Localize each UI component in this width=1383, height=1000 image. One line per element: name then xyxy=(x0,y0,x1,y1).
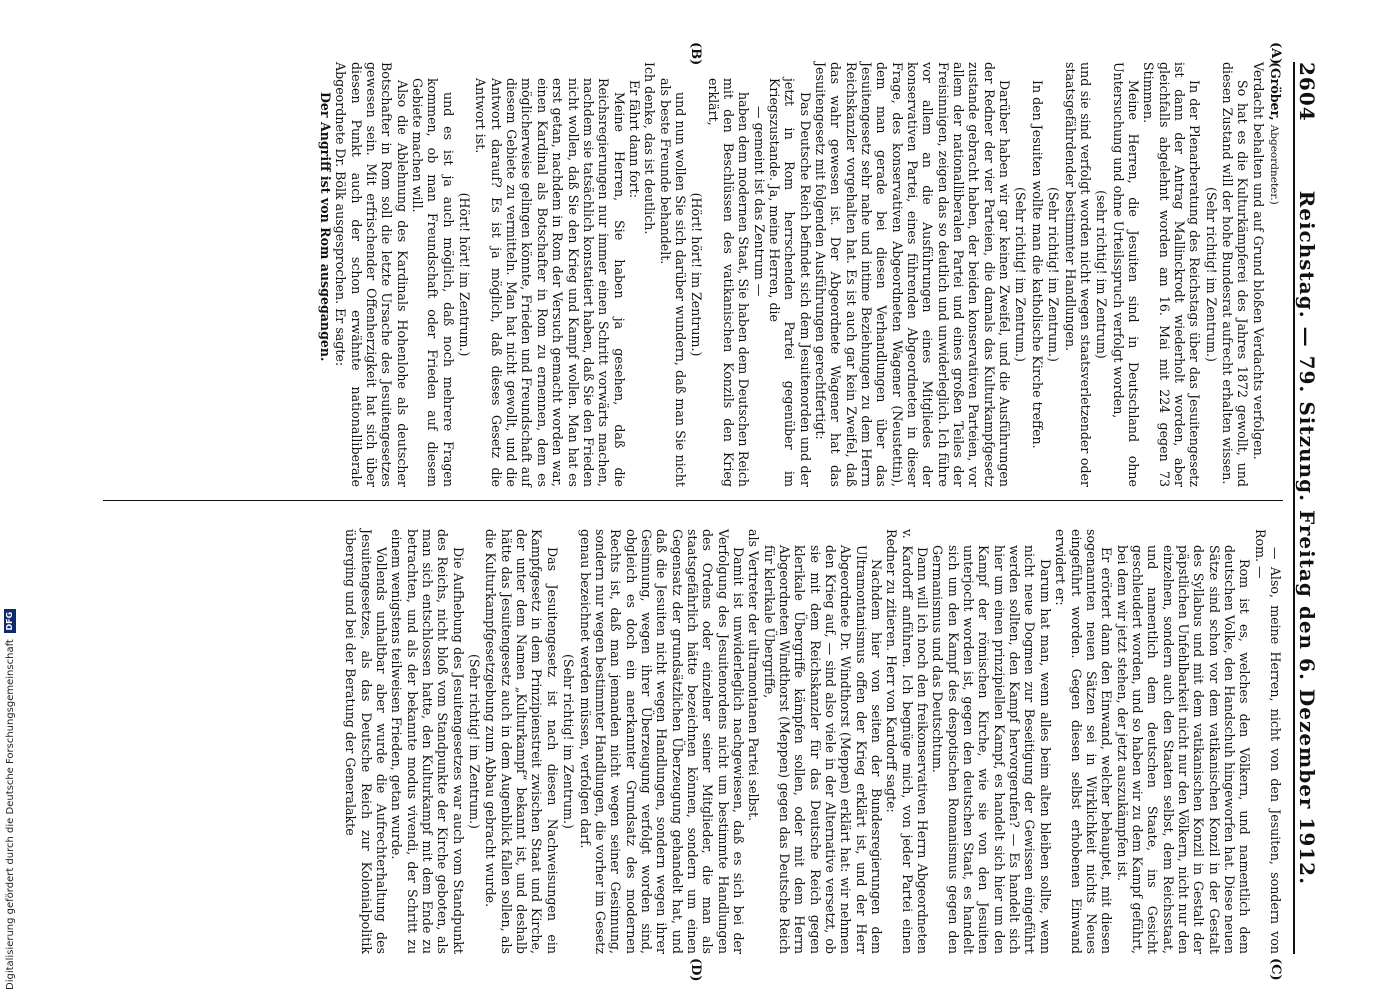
quote: Meine Herren, Sie haben ja gesehen, daß die Reichsregierungen nur immer einen Schritt vorwärts machen, nachdem sie tatsächlich konstatiert haben, daß Sie den Frieden nicht wollen, daß Sie den Krieg und Kampf wollen. Man hat es erst getan, nachdem in Rom der Versuch gemacht worden war, einen Kardinal als Botschafter in Rom zu ernennen, dem es möglicherweise gelingen könnte, Frieden und Freundschaft auf diesem Gebiete zu vermitteln. Man hat nicht gewollt, und die Antwort darauf? Es ist ja möglich, daß dieses Gesetz die Antwort ist. xyxy=(473,78,627,488)
interjection: (Hört! hört! im Zentrum.) xyxy=(457,192,473,357)
dfg-logo: DFG xyxy=(4,609,16,633)
paragraph: In der Plenarberatung des Reichstags über das Jesuitengesetz ist dann der Antrag Mallinckrodt wiederholt worden, aber gleichfalls abgelehnt worden am 16. Mai mit 224 gegen 73 Stimmen. xyxy=(1141,62,1203,487)
column-divider xyxy=(103,500,1283,501)
paragraph: — Also, meine Herren, nicht von den Jesuiten, sondern von Rom. — xyxy=(1252,529,1283,954)
speaker-line xyxy=(1266,62,1283,487)
quote: Rom ist es, welches den Völkern, und namentlich dem deutschen Volke, den Handschuh hingeworfen hat. Diese neuen Sätze sind schon vor dem vatikanischen Konzil in der Gestalt des Syllabus und mit dem vatikanischen Konzil in Gestalt der päpstlichen Unfehlbarkeit nicht nur den Völkern, nicht nur den einzelnen, sondern auch den Staaten selbst, dem Reichsstaat, und namentlich dem deutschen Staate, ins Gesicht geschleudert worden, und so haben wir zu dem Kampf geführt, bei dem wir jetzt stehen, der jetzt auszukämpfen ist. xyxy=(1114,545,1253,954)
paragraph: Meine Herren, die Jesuiten sind in Deutschland ohne Untersuchung und ohne Urteilsspruch verfolgt worden, xyxy=(1110,62,1141,487)
paragraph: und sie sind verfolgt worden nicht wegen staatsverletzender oder staatsgefährdender bestimmter Handlungen. xyxy=(1062,62,1093,487)
quote: und nun wollen Sie sich darüber wundern, daß man Sie nicht als beste Freunde behandelt. xyxy=(657,78,688,487)
paragraph: Darüber haben wir gar keinen Zweifel, und die Ausführungen der Redner der vier Parteien, die damals das Kulturkampfgesetz zustande gebracht haben, der beiden konservativen Parteien, vor allem der nationalliberalen Partei und eines großen Teiles der Freisinnigen, zeigen das so deutlich und unwiderleglich. Ich führe vor allem an die Ausführungen eines Mitgliedes der konservativen Partei, eines führenden Abgeordneten in dieser Frage, des konservativen Abgeordneten Wagener (Neustettin), dem man gerade bei diesen Verhandlungen über das Jesuitengesetz sehr nahe und intime Beziehungen zu dem Herrn Reichskanzler vorgehalten hat. Es ist auch gar kein Zweifel, daß das wahr gewesen ist. Der Abgeordnete Wagener hat das Jesuitengesetz mit folgenden Ausführungen gerechtfertigt: xyxy=(813,62,1013,487)
paragraph: Damit ist unwiderleglich nachgewiesen, daß es sich bei der Verfolgung des Jesuitenordens nicht um bestimmte Handlungen des Ordens oder einzelner seiner Mitglieder, die man als staatsgefährlich hätte bezeichnen können, sondern um einen Gegensatz der grundsätzlichen Überzeugung gehandelt hat, und daß die Jesuiten nicht wegen Handlungen, sondern wegen ihrer Gesinnung, wegen ihrer Überzeugung verfolgt worden sind, obgleich es doch ein anerkannter Grundsatz des modernen Rechts ist, daß man jemanden nicht wegen seiner Gesinnung, sondern nur wegen bestimmter Handlungen, die vorher im Gesetz genau bezeichnet werden müssen, verfolgen darf. xyxy=(577,529,746,954)
speaker-note: Abgeordneter.) xyxy=(1268,124,1280,205)
quote: und es ist ja auch möglich, daß noch mehrere Fragen kommen, ob man Freundschaft oder Frieden auf diesem Gebiete machen will. xyxy=(410,78,456,487)
quote: Der Angriff ist von Rom ausgegangen. xyxy=(318,92,334,362)
interjection: (Sehr richtig! im Zentrum.) xyxy=(1203,187,1219,362)
paragraph: Er fährt dann fort: xyxy=(626,80,642,198)
paragraph: Verdacht behalten und auf Grund bloßen Verdachts verfolgen. xyxy=(1250,62,1266,460)
quote-aside: — gemeint ist das Zentrum — xyxy=(751,106,767,297)
quote: haben dem modernen Staat, Sie haben dem Deutschen Reich mit den Beschlüssen des vatikanischen Konzils den Krieg erklärt, xyxy=(705,78,752,487)
paragraph: Das Jesuitengesetz ist nach diesen Nachweisungen ein Kampfgesetz in dem Prinzipienstreit zwischen Staat und Kirche, der unter dem Namen „Kulturkampf“ bekannt ist, und deshalb hätte das Jesuitengesetz auch in dem Augenblick fallen sollen, als die Kulturkampfgesetzgebung zum Abbau gebracht wurde. xyxy=(483,529,560,954)
interjection: (Sehr richtig! im Zentrum.) xyxy=(561,654,577,829)
quote: Nachdem hier von seiten der Bundesregierungen dem Ultramontanismus offen der Krieg erklärt ist, und der Herr Abgeordnete Dr. Windthorst (Meppen) erklärt hat: wir nehmen den Krieg auf, — sind also viele in der Alternative versetzt, ob sie mit dem Reichskanzler für das Deutsche Reich gegen klerikale Übergriffe kämpfen sollen, oder mit dem Herrn Abgeordneten Windthorst (Meppen) gegen das Deutsche Reich für klerikale Übergriffe, xyxy=(761,545,885,954)
margin-letter-b: (B) xyxy=(688,42,703,66)
quote: Darum hat man, wenn alles beim alten bleiben sollte, wenn nicht neue Dogmen zur Beseitigung der Gewissen eingeführt werden sollten, den Kampf hervorgerufen? — Es handelt sich hier um einen prinzipiellen Kampf, es handelt sich hier um den Kampf der römischen Kirche, wie sie von den Jesuiten unterjocht worden ist, gegen den deutschen Staat, es handelt sich um den Kampf des despotischen Romanismus gegen den Germanismus und das Deutschtum. xyxy=(930,545,1053,954)
interjection: (Sehr richtig! im Zentrum.) xyxy=(467,654,483,829)
paragraph: In den Jesuiten wollte man die katholische Kirche treffen. xyxy=(1029,80,1045,449)
paragraph: Vollends unhaltbar aber wurde die Aufrechterhaltung des Jesuitengesetzes, als das Deutsche Reich zur Kolonialpolitik überging und bei der Beratung der Generalakte xyxy=(343,529,390,954)
paragraph: Ich denke, das ist deutlich. xyxy=(642,62,658,235)
interjection: (Sehr richtig! im Zentrum.) xyxy=(1013,187,1029,362)
paragraph: Er erörtert dann den Einwand, welcher behauptet, mit diesen sogenannten neuen Sätzen sei in Wirklichkeit nichts Neues eingeführt worden. Gegen diesen selbst erhobenen Einwand erwidert er: xyxy=(1053,529,1115,954)
right-column xyxy=(343,529,1283,954)
margin-letter-a: (A) xyxy=(1268,42,1283,65)
paragraph: als Vertreter der ultramontanen Partei selbst. xyxy=(746,529,762,822)
paragraph: Also die Ablehnung des Kardinals Hohenlohe als deutscher Botschafter in Rom soll die letzte Ursache des Jesuitengesetzes gewesen sein. Mit erfrischender Offenherzigkeit hat sich über diesen Punkt auch der schon erwähnte nationalliberale Abgeordnete Dr. Bölk ausgesprochen. Er sagte: xyxy=(333,62,410,487)
speaker-name: (Gröber, xyxy=(1268,62,1283,121)
page-title: Reichstag. — 79. Sitzung. Freitag den 6. Dezember 1912. xyxy=(1295,190,1319,886)
paragraph: So hat es die Kulturkämpferei des Jahres 1872 gewollt, und diesen Zustand will der hohe Bundesrat aufrecht erhalten wissen. xyxy=(1219,62,1251,487)
quote: Das Deutsche Reich befindet sich dem Jesuitenorden und der jetzt in Rom herrschenden Partei gegenüber im Kriegszustande. Ja, meine Herren, die xyxy=(767,78,813,487)
paragraph: Die Aufhebung des Jesuitengesetzes war auch vom Standpunkt des Reichs, nicht bloß vom Standpunkte der Kirche geboten, als man sich entschlossen hatte, den Kulturkampf mit dem Ende zu betrachten, und als der bekannte modus vivendi, der Schritt zu einem wenigstens teilweisen Frieden, getan wurde. xyxy=(389,529,466,954)
margin-letter-c: (C) xyxy=(1268,958,1283,981)
page-number: 2604 xyxy=(1295,62,1319,122)
interjection: (Sehr richtig! im Zentrum.) xyxy=(1046,187,1062,362)
left-column xyxy=(318,62,1283,487)
page-header xyxy=(1293,62,1321,954)
digitization-credit xyxy=(0,0,20,1000)
paragraph: Dann will ich noch den freikonservativen Herrn Abgeordneten v. Kardorff anführen. Ich begnüge mich, von jeder Partei einen Redner zu zitieren. Herr von Kardorff sagte: xyxy=(884,529,931,954)
credit-text: Digitalisierung gefördert durch die Deutsche Forschungsgemeinschaft xyxy=(4,639,16,990)
interjection: (sehr richtig! im Zentrum) xyxy=(1094,190,1110,359)
interjection: (Hört! hört! im Zentrum.) xyxy=(689,192,705,357)
margin-letter-d: (D) xyxy=(688,958,703,982)
